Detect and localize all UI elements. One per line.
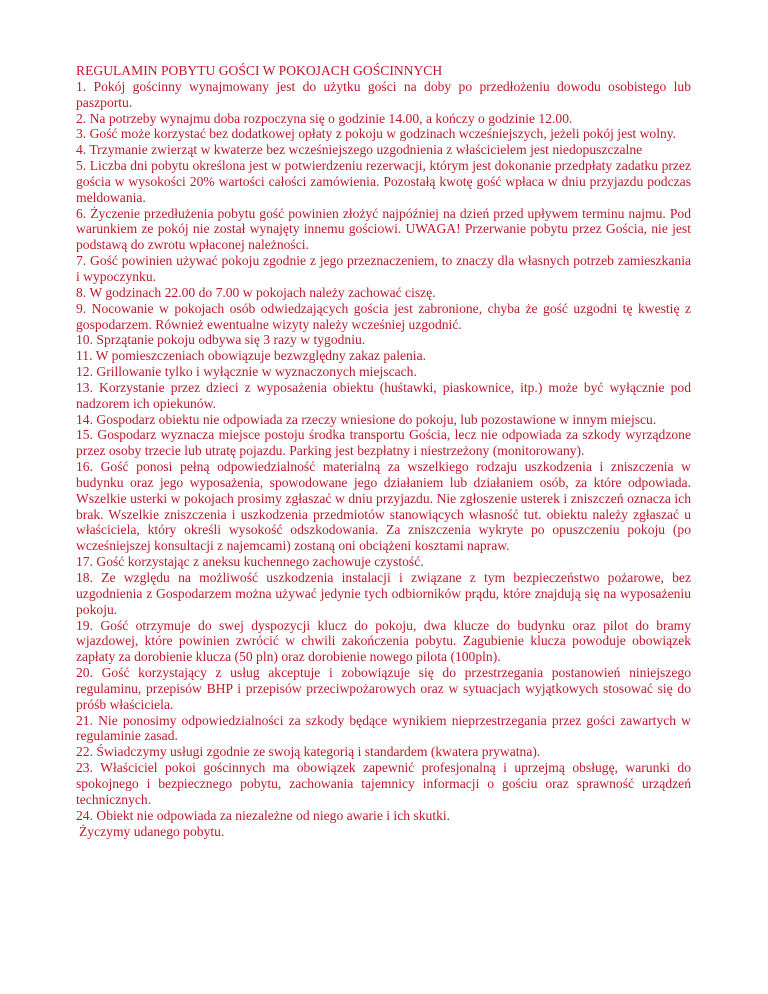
closing-line: Życzymy udanego pobytu. <box>79 823 225 839</box>
rule-4: 4. Trzymanie zwierząt w kwaterze bez wcześniejszego uzgodnienia z właścicielem jest niedopuszczalne <box>76 142 643 158</box>
rule-19: 19. Gość otrzymuje do swej dyspozycji klucz do pokoju, dwa klucze do budynku oraz pilot do bramy wjazdowej, które powinien zwrócić w chwili zakończenia pobytu. Zagubienie klucza powoduje obowiązek zapłaty za dorobienie klucza (50 pln) oraz dorobienie nowego pilota (100pln). <box>76 617 691 665</box>
rule-8: 8. W godzinach 22.00 do 7.00 w pokojach należy zachować ciszę. <box>76 284 436 300</box>
rule-11: 11. W pomieszczeniach obowiązuje bezwzględny zakaz palenia. <box>76 348 427 364</box>
rule-13: 13. Korzystanie przez dzieci z wyposażenia obiektu (huśtawki, piaskownice, itp.) może być wyłącznie pod nadzorem ich opiekunów. <box>76 379 691 411</box>
rule-2: 2. Na potrzeby wynajmu doba rozpoczyna się o godzinie 14.00, a kończy o godzinie 12.00. <box>76 110 573 126</box>
rule-24: 24. Obiekt nie odpowiada za niezależne od niego awarie i ich skutki. <box>76 807 451 823</box>
regulations-document <box>76 63 691 839</box>
rule-5: 5. Liczba dni pobytu określona jest w potwierdzeniu rezerwacji, którym jest dokonanie przedpłaty zadatku przez gościa w wysokości 20% wartości całości zamówienia. Pozostałą kwotę gość wpłaca w dniu przyjazdu podczas meldowania. <box>76 158 691 205</box>
rule-1: 1. Pokój gościnny wynajmowany jest do użytku gości na doby po przedłożeniu dowodu osobistego lub paszportu. <box>76 78 691 110</box>
rule-7: 7. Gość powinien używać pokoju zgodnie z jego przeznaczeniem, to znaczy dla własnych potrzeb zamieszkania i wypoczynku. <box>76 253 691 284</box>
rule-23: 23. Właściciel pokoi gościnnych ma obowiązek zapewnić profesjonalną i uprzejmą obsługę, warunki do spokojnego i bezpiecznego pobytu, zachowania tajemnicy informacji o gościu oraz sprawność urządzeń technicznych. <box>76 760 691 807</box>
rule-9: 9. Nocowanie w pokojach osób odwiedzających gościa jest zabronione, chyba że gość uzgodni tę kwestię z gospodarzem. Również ewentualne wizyty należy wcześniej uzgodnić. <box>76 300 691 332</box>
rule-18: 18. Ze względu na możliwość uszkodzenia instalacji i związane z tym bezpieczeństwo pożarowe, bez uzgodnienia z Gospodarzem można używać jedynie tych odbiorników prądu, które znajdują się na wyposażeniu pokoju. <box>76 570 691 617</box>
rule-15: 15. Gospodarz wyznacza miejsce postoju środka transportu Gościa, lecz nie odpowiada za szkody wyrządzone przez osoby trzecie lub utratę pojazdu. Parking jest bezpłatny i niestrzeżony (monitorowany). <box>76 427 691 459</box>
rule-21: 21. Nie ponosimy odpowiedzialności za szkody będące wynikiem nieprzestrzegania przez gości zawartych w regulaminie zasad. <box>76 712 691 744</box>
rule-20: 20. Gość korzystający z usług akceptuje i zobowiązuje się do przestrzegania postanowień niniejszego regulaminu, przepisów BHP i przepisów przeciwpożarowych oraz w sytuacjach wyjątkowych stosować się do próśb właściciela. <box>76 665 691 712</box>
rule-6: 6. Życzenie przedłużenia pobytu gość powinien złożyć najpóźniej na dzień przed upływem terminu najmu. Pod warunkiem ze pokój nie został wynajęty innemu gościowi. UWAGA! Przerwanie pobytu przez Gościa, nie jest podstawą do zwrotu wpłaconej należności. <box>76 205 691 253</box>
rule-16: 16. Gość ponosi pełną odpowiedzialność materialną za wszelkiego rodzaju uszkodzenia i zniszczenia w budynku oraz jego wyposażenia, spowodowane jego działaniem lub działaniem osób, za które odpowiada. Wszelkie usterki w pokojach prosimy zgłaszać w dniu przyjazdu. Nie zgłoszenie usterek i zniszczeń oznacza ich brak. Wszelkie zniszczenia i uszkodzenia przedmiotów stanowiących własność tut. obiektu należy zgłaszać u właściciela, który określi wysokość odszkodowania. Za zniszczenia wykryte po opuszczeniu pokoju (po wcześniejszej konsultacji z najemcami) zostaną oni obciążeni kosztami napraw. <box>76 459 691 554</box>
rule-10: 10. Sprzątanie pokoju odbywa się 3 razy w tygodniu. <box>76 332 366 348</box>
rule-12: 12. Grillowanie tylko i wyłącznie w wyznaczonych miejscach. <box>76 364 417 380</box>
rule-17: 17. Gość korzystając z aneksu kuchennego zachowuje czystość. <box>76 554 424 570</box>
rule-22: 22. Świadczymy usługi zgodnie ze swoją kategorią i standardem (kwatera prywatna). <box>76 744 541 760</box>
document-title: REGULAMIN POBYTU GOŚCI W POKOJACH GOŚCINNYCH <box>76 63 443 78</box>
rule-14: 14. Gospodarz obiektu nie odpowiada za rzeczy wniesione do pokoju, lub pozostawione w innym miejscu. <box>76 411 657 427</box>
rule-3: 3. Gość może korzystać bez dodatkowej opłaty z pokoju w godzinach wcześniejszych, jeżeli pokój jest wolny. <box>76 126 677 142</box>
